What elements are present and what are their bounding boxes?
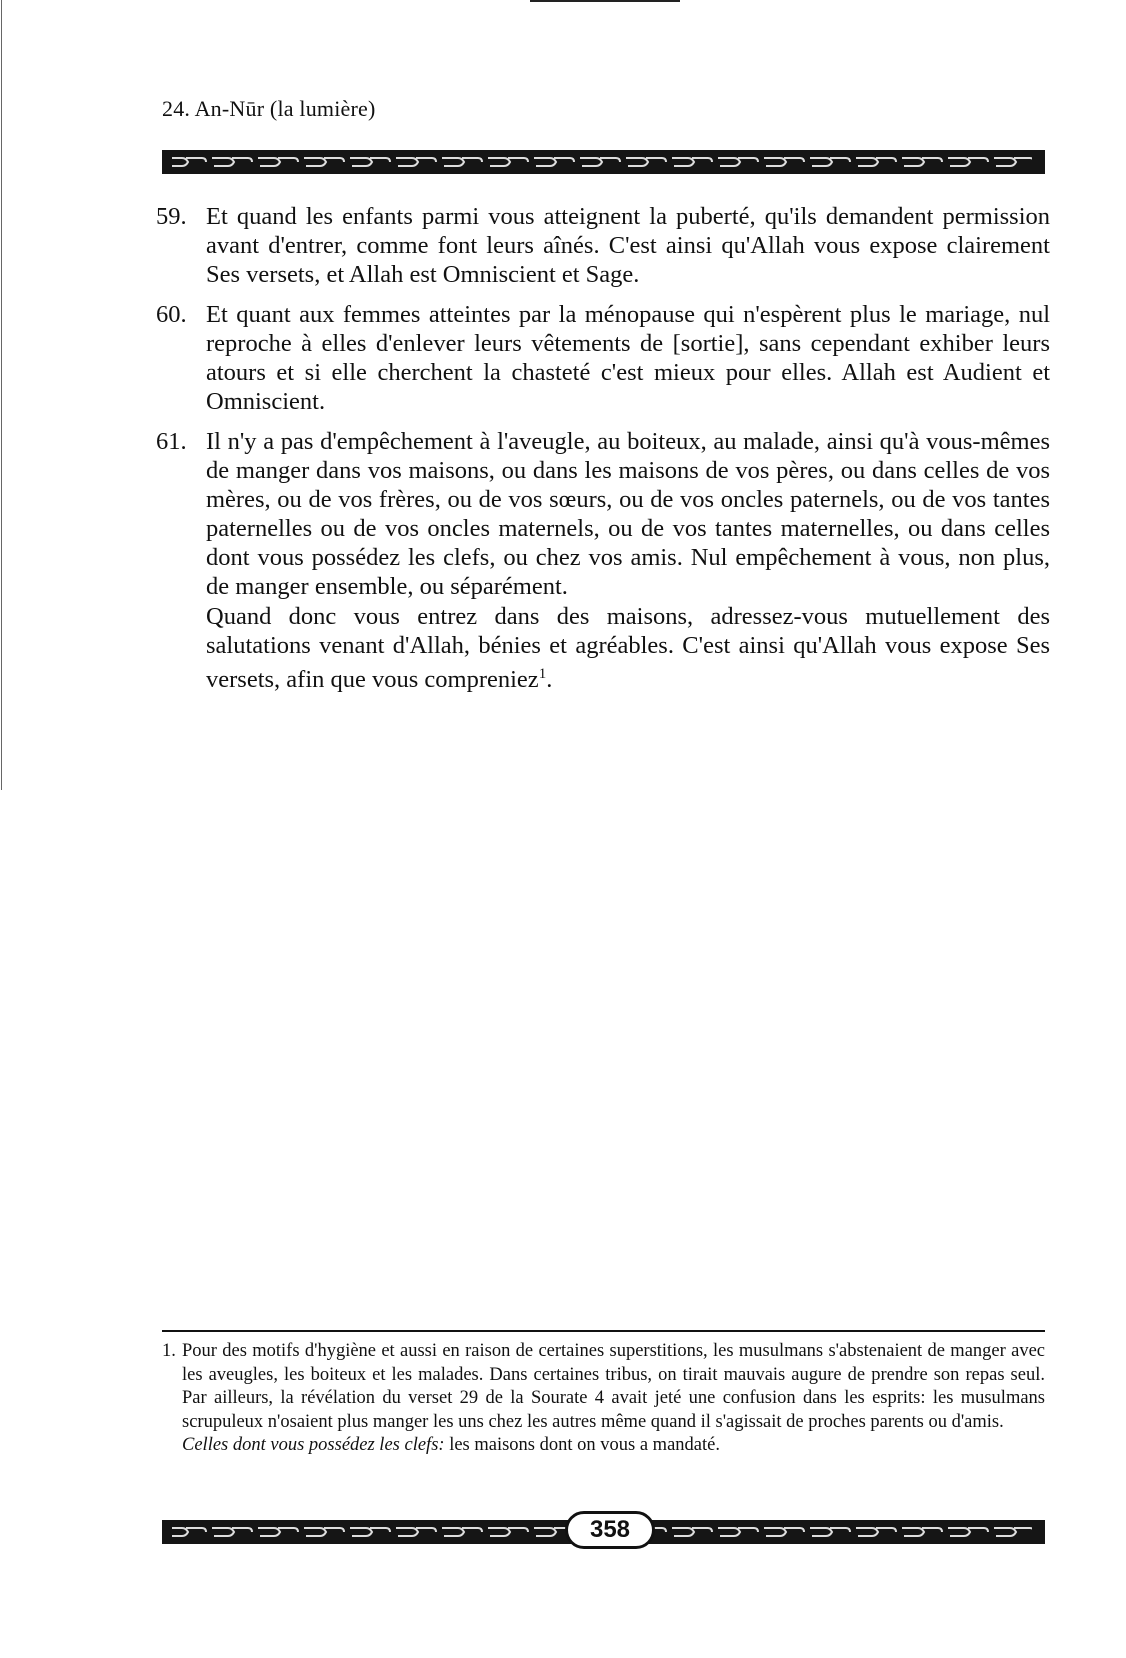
- verse-61: [152, 427, 1050, 694]
- verse-number: 59.: [156, 203, 187, 230]
- footnote-number: 1.: [162, 1341, 176, 1361]
- scan-edge-mark-top: [530, 0, 680, 2]
- footnote-reference[interactable]: 1: [538, 666, 547, 682]
- footnote-text: Pour des motifs d'hygiène et aussi en raison de certaines superstitions, les musulmans s'abstenaient de manger avec les aveugles, les boiteux et les malades. Dans certaines tribus, on tirait mauvais augure de prendre son repas seul. Par ailleurs, la révélation du verset 29 de la Sourate 4 avait jeté une confusion dans les esprits: les musulmans scrupuleux n'osaient plus manger les uns chez les autres même quand il s'agissait de proches parents ou d'amis.: [182, 1341, 1045, 1432]
- verse-text-continued: [206, 602, 1050, 694]
- verse-text: Et quant aux femmes atteintes par la ménopause qui n'espèrent plus le mariage, nul reproche à elles d'enlever leurs vêtements de [sortie], sans cependant exhiber leurs atours et si elle cherchent la chasteté c'est mieux pour elles. Allah est Audient et Omniscient.: [206, 301, 1050, 415]
- page-number: 358: [565, 1511, 655, 1549]
- verse-text-part: Quand donc vous entrez dans des maisons, adressez-vous mutuellement des salutations venant d'Allah, bénies et agréables. C'est ainsi qu'Allah vous expose Ses versets, afin que vous compreniez: [206, 603, 1050, 694]
- verse-text: Il n'y a pas d'empêchement à l'aveugle, au boiteux, au malade, ainsi qu'à vous-mêmes de manger dans vos maisons, ou dans les maisons de vos pères, ou dans celles de vos mères, ou de vos frères, ou de vos sœurs, ou de vos oncles paternels, ou de vos tantes paternelles ou de vos oncles maternels, ou de vos tantes maternelles, ou dans celles dont vous possédez les clefs, ou chez vos amis. Nul empêchement à vous, non plus, de manger ensemble, ou séparément.: [206, 428, 1050, 600]
- running-head: 24. An-Nūr (la lumière): [162, 96, 376, 121]
- verse-number: 61.: [156, 428, 187, 455]
- scan-edge-mark-left: [1, 0, 2, 790]
- verse-60: [152, 300, 1050, 416]
- footnote-1: [162, 1340, 1045, 1434]
- footnote-gloss: [162, 1434, 1045, 1458]
- footnote-gloss-definition: les maisons dont on vous a mandaté.: [444, 1435, 720, 1455]
- footnote-block: [162, 1340, 1045, 1458]
- footnote-divider: [162, 1330, 1045, 1332]
- verse-59: [152, 202, 1050, 289]
- footnote-gloss-term: Celles dont vous possédez les clefs:: [182, 1435, 445, 1455]
- decorative-banner-top: [162, 150, 1045, 174]
- verse-number: 60.: [156, 301, 187, 328]
- verse-text: Et quand les enfants parmi vous atteignent la puberté, qu'ils demandent permission avant d'entrer, comme font leurs aînés. C'est ainsi qu'Allah vous expose clairement Ses versets, et Allah est Omniscient et Sage.: [206, 203, 1050, 288]
- verses-block: [152, 202, 1050, 705]
- sentence-end: .: [546, 666, 553, 694]
- chain-ornament: [162, 150, 1045, 174]
